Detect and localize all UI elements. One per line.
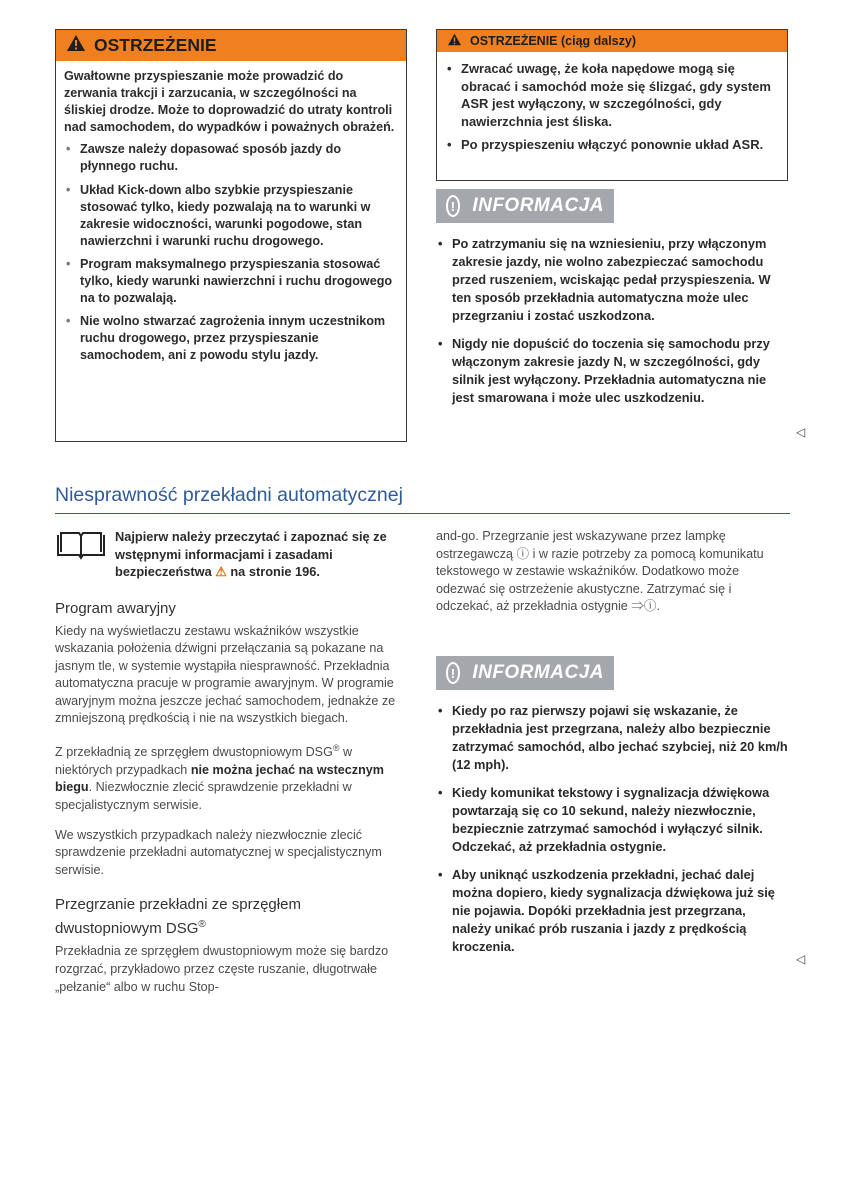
- paragraph: Kiedy na wyświetlaczu zestawu wskaźników wszystkie wskazania położenia dźwigni przełączania są pokazane na jasnym tle, w systemie wystąpiła niesprawność. Przekładnia automatyczna pracuje w programie awaryjnym. W programie awaryjnym można jeszcze jechać samochodem, jednakże ze zmniejszoną prędkością i nie na wszystkich biegach.: [55, 623, 396, 726]
- list-item: • Zwracać uwagę, że koła napędowe mogą się obracać i samochód może się ślizgać, gdy system ASR jest wyłączony, w szczególności, gdy nawierzchnia jest śliska.: [447, 61, 771, 129]
- subsection-heading: Program awaryjny: [55, 599, 176, 617]
- warning-box: [55, 29, 407, 442]
- warning-header: [56, 30, 406, 61]
- info-title: INFORMACJA: [472, 662, 604, 683]
- info-header: [436, 656, 614, 690]
- warning-triangle-icon: ⚠: [215, 564, 227, 579]
- info-icon: !: [446, 662, 460, 684]
- warning-title: OSTRZEŻENIE (ciąg dalszy): [470, 34, 637, 48]
- list-item: • Zawsze należy dopasować sposób jazdy do płynnego ruchu.: [66, 142, 342, 174]
- list-item: • Aby uniknąć uszkodzenia przekładni, jechać dalej można dopiero, kiedy sygnalizacja dźwiękowa już się nie pojawia. Dopóki przekładnia jest przegrzana, należy unikać prób ruszania i jazdy z prędkością kroczenia.: [438, 867, 775, 954]
- list-item: • Nie wolno stwarzać zagrożenia innym uczestnikom ruchu drogowego, przez przyspieszanie samochodem, ani z powodu stylu jazdy.: [66, 314, 386, 363]
- book-icon: [55, 531, 107, 561]
- info-list: [436, 702, 788, 956]
- info-section: [436, 189, 788, 417]
- info-list: [436, 235, 788, 407]
- left-column: [55, 528, 407, 1008]
- list-item: • Program maksymalnego przyspieszania stosować tylko, kiedy warunki nawierzchni i ruchu drogowego na to pozwalają.: [66, 256, 393, 306]
- warning-intro: Gwałtowne przyspieszanie może prowadzić do zerwania trakcji i zarzucania, w szczególności na śliskiej drodze. Może to doprowadzić do utraty kontroli nad samochodem, do wypadków i poważnych obrażeń.: [64, 69, 395, 135]
- list-item: • Kiedy komunikat tekstowy i sygnalizacja dźwiękowa powtarzają się co 10 sekund, należy niezwłocznie, bezpiecznie zatrzymać samochód i wyłączyć silnik. Odczekać, aż przekładnia ostygnie.: [438, 785, 770, 854]
- subsection-heading: Przegrzanie przekładni ze sprzęgłem dwustopniowym DSG®: [55, 896, 301, 938]
- warning-title: OSTRZEŻENIE: [94, 35, 217, 55]
- intro-note-text: Najpierw należy przeczytać i zapoznać się ze wstępnymi informacjami i zasadami bezpieczeństwa: [115, 529, 387, 579]
- info-header: [436, 189, 614, 223]
- end-of-section-mark: ◁: [796, 952, 806, 966]
- warning-triangle-icon: [447, 33, 462, 49]
- info-section: [436, 656, 788, 966]
- right-column: [436, 528, 788, 628]
- end-of-section-mark: ◁: [796, 425, 806, 439]
- info-title: INFORMACJA: [472, 195, 604, 216]
- paragraph: Przekładnia ze sprzęgłem dwustopniowym może się bardzo rozgrzać, przykładowo przez częste ruszanie, długotrwałe „pełzanie“ albo w ruchu Stop-: [55, 944, 389, 994]
- paragraph: Z przekładnią ze sprzęgłem dwustopniowym DSG® w niektórych przypadkach nie można jechać na wstecznym biegu. Niezwłocznie zlecić sprawdzenie przekładni w specjalistycznym serwisie.: [55, 743, 384, 813]
- warning-body: [56, 61, 406, 379]
- warning-box-continued: [436, 29, 788, 181]
- paragraph-continued: and-go. Przegrzanie jest wskazywane przez lampkę ostrzegawczą ⓘ i w razie potrzeby za pomocą komunikatu tekstowego w zestawie wskaźników. Dodatkowo może odezwać się ostrzeżenie akustyczne. Zatrzymać się i odczekać, aż przekładnia ostygnie ⇒ⓘ.: [436, 529, 764, 614]
- section-title: Niesprawność przekładni automatycznej: [55, 484, 403, 506]
- intro-note-page-ref: na stronie 196.: [230, 564, 320, 579]
- warning-body: [437, 52, 787, 168]
- warning-triangle-icon: [66, 34, 86, 57]
- intro-note: [55, 528, 407, 581]
- list-item: • Układ Kick-down albo szybkie przyspieszanie stosować tylko, kiedy pozwalają na to warunki w zakresie widoczności, warunki pogodowe, stan nawierzchni i warunki ruchu drogowego.: [66, 182, 371, 248]
- warning-header: [437, 30, 787, 52]
- list-item: • Kiedy po raz pierwszy pojawi się wskazanie, że przekładnia jest przegrzana, należy albo bezpiecznie zatrzymać samochód, albo jechać szybciej, niż 20 km/h (12 mph).: [438, 703, 788, 772]
- program-section: [55, 599, 407, 997]
- list-item: • Po przyspieszeniu włączyć ponownie układ ASR.: [447, 137, 764, 152]
- info-icon: !: [446, 195, 460, 217]
- paragraph: We wszystkich przypadkach należy niezwłocznie zlecić sprawdzenie przekładni automatycznej w specjalistycznym serwisie.: [55, 827, 382, 877]
- section-divider: [55, 513, 790, 514]
- list-item: • Nigdy nie dopuścić do toczenia się samochodu przy włączonym zakresie jazdy N, w szczególności, gdy silnik jest wyłączony. Przekładnia automatyczna nie jest smarowana i może ulec uszkodzeniu.: [438, 336, 770, 405]
- list-item: • Po zatrzymaniu się na wzniesieniu, przy włączonym zakresie jazdy, nie wolno zabezpieczać samochodu przed ruszeniem, wciskając pedał przyspieszenia. W ten sposób przekładnia automatyczna może ulec przegrzaniu i zostać uszkodzona.: [438, 236, 771, 323]
